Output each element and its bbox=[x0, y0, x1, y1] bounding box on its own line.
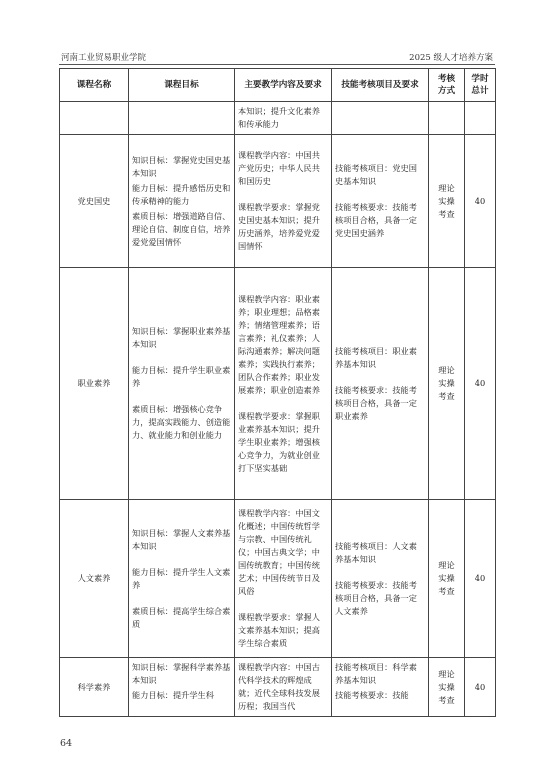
header-teaching-content: 主要教学内容及要求 bbox=[235, 69, 332, 102]
knowledge-goal: 知识目标：掌握人文素养基本知识 bbox=[132, 527, 231, 551]
teaching-content-cell bbox=[235, 135, 332, 268]
table-row-continued bbox=[60, 102, 496, 135]
knowledge-goal: 知识目标：掌握党史国史基本知识 bbox=[132, 154, 231, 178]
course-name-cell: 党史国史 bbox=[60, 135, 129, 268]
teaching-content: 课程教学内容：中国古代科学技术的辉煌成就；近代全球科技发展历程；我国当代 bbox=[238, 662, 320, 711]
hours-cell: 40 bbox=[465, 500, 496, 658]
exam-method-cell: 理论 实操 考查 bbox=[429, 135, 465, 268]
course-name-cell: 科学素养 bbox=[60, 658, 129, 717]
header-total-hours: 学时 总计 bbox=[465, 69, 496, 102]
exam-method-cell: 理论 实操 考查 bbox=[429, 268, 465, 500]
header-course-goals: 课程目标 bbox=[129, 69, 235, 102]
table-row bbox=[60, 500, 496, 658]
knowledge-goal: 知识目标：掌握科学素养基本知识 bbox=[132, 662, 231, 685]
teaching-content: 课程教学内容：职业素养；职业理想；品格素养；情绪管理素养；语言素养；礼仪素养；人际沟通素养；解决问题素养；实践执行素养；团队合作素养；职业发展素养；职业创造素养 bbox=[238, 293, 320, 395]
skill-assessment-cell bbox=[332, 268, 429, 500]
course-goals-cell bbox=[129, 500, 235, 658]
skill-project: 技能考核项目：职业素养基本知识 bbox=[335, 345, 417, 369]
teaching-requirement: 课程教学要求：掌握人文素养基本知识；提高学生综合素质 bbox=[238, 612, 320, 648]
skill-assessment-cell bbox=[332, 500, 429, 658]
quality-goal: 素质目标：增强核心竞争力，提高实践能力、创造能力、就业能力和创业能力 bbox=[132, 404, 231, 440]
header-exam-method: 考核 方式 bbox=[429, 69, 465, 102]
teaching-content: 课程教学内容：中国共产党历史；中华人民共和国历史 bbox=[238, 150, 320, 186]
page-number: 64 bbox=[60, 738, 73, 749]
teaching-requirement: 课程教学要求：掌握党史国史基本知识；提升历史涵养，培养爱党爱国情怀 bbox=[238, 202, 320, 251]
ability-goal: 能力目标：提升学生职业素养 bbox=[132, 365, 231, 388]
skill-assessment-cell bbox=[332, 658, 429, 717]
hours-cell: 40 bbox=[465, 268, 496, 500]
table-header-row bbox=[60, 69, 496, 102]
skill-requirement: 技能考核要求：技能考核项目合格，具备一定职业素养 bbox=[335, 384, 417, 421]
teaching-content-cell bbox=[235, 658, 332, 717]
skill-requirement: 技能考核要求：技能 bbox=[335, 690, 409, 700]
header-skill-assessment: 技能考核项目及要求 bbox=[332, 69, 429, 102]
skill-project: 技能考核项目：党史国史基本知识 bbox=[335, 163, 417, 186]
teaching-content: 课程教学内容：中国文化概述；中国传统哲学与宗教、中国传统礼仪；中国古典文学；中国传统教育；中国传统艺术；中国传统节日及风俗 bbox=[238, 508, 320, 596]
table-row bbox=[60, 268, 496, 500]
continued-content-cell: 本知识；提升文化素养和传承能力 bbox=[235, 102, 332, 135]
skill-assessment-cell bbox=[332, 135, 429, 268]
teaching-requirement: 课程教学要求：掌握职业素养基本知识；提升学生职业素养；增强核心竞争力，为就业创业打下坚实基础 bbox=[238, 410, 320, 473]
header-course-name: 课程名称 bbox=[60, 69, 129, 102]
hours-cell: 40 bbox=[465, 135, 496, 268]
course-goals-cell bbox=[129, 268, 235, 500]
course-goals-cell bbox=[129, 135, 235, 268]
ability-goal: 能力目标：提升学生科 bbox=[132, 690, 214, 700]
course-name-cell: 人文素养 bbox=[60, 500, 129, 658]
course-goals-cell bbox=[129, 658, 235, 717]
table-row bbox=[60, 658, 496, 717]
school-name: 河南工业贸易职业学院 bbox=[61, 53, 147, 63]
hours-cell: 40 bbox=[465, 658, 496, 717]
exam-method-cell: 理论 实操 考查 bbox=[429, 658, 465, 717]
skill-project: 技能考核项目：人文素养基本知识 bbox=[335, 540, 417, 564]
ability-goal: 能力目标：提升学生人文素养 bbox=[132, 566, 231, 590]
quality-goal: 素质目标：提高学生综合素质 bbox=[132, 605, 231, 629]
document-title: 2025 级人才培养方案 bbox=[409, 53, 493, 63]
exam-method-cell: 理论 实操 考查 bbox=[429, 500, 465, 658]
course-table bbox=[59, 68, 496, 717]
ability-goal: 能力目标：提升感悟历史和传承精神的能力 bbox=[132, 182, 231, 206]
teaching-content-cell bbox=[235, 268, 332, 500]
page-header bbox=[59, 50, 495, 65]
teaching-content-cell bbox=[235, 500, 332, 658]
knowledge-goal: 知识目标：掌握职业素养基本知识 bbox=[132, 326, 231, 349]
skill-requirement: 技能考核要求：技能考核项目合格，具备一定人文素养 bbox=[335, 579, 417, 616]
skill-project: 技能考核项目：科学素养基本知识 bbox=[335, 662, 417, 685]
course-name-cell: 职业素养 bbox=[60, 268, 129, 500]
quality-goal: 素质目标：增强道路自信、理论自信、制度自信，培养爱党爱国情怀 bbox=[132, 210, 231, 247]
table-row bbox=[60, 135, 496, 268]
skill-requirement: 技能考核要求：技能考核项目合格，具备一定党史国史涵养 bbox=[335, 202, 417, 238]
